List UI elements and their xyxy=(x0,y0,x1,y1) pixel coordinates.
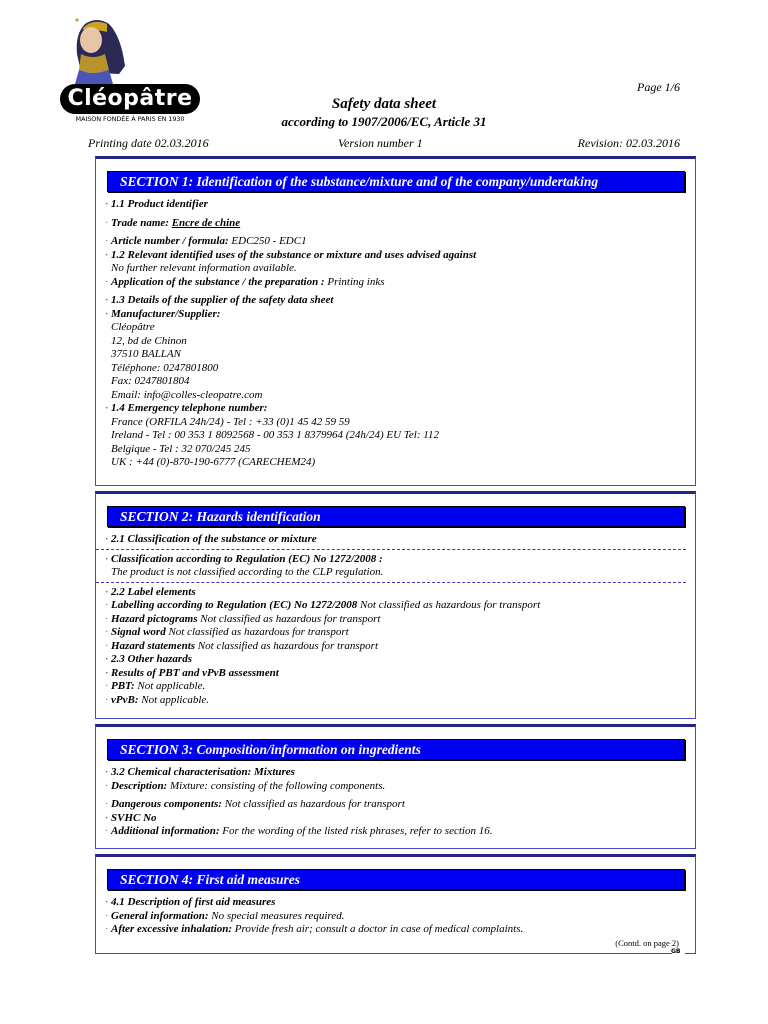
emergency-line: Belgique - Tel : 32 070/245 245 xyxy=(111,442,251,455)
emergency-line: Ireland - Tel : 00 353 1 8092568 - 00 353 1 8379964 (24h/24) EU Tel: 112 xyxy=(111,429,439,441)
continued-note: (Contd. on page 2) xyxy=(615,938,679,948)
section-1-heading: SECTION 1: Identification of the substance/mixture and of the company/undertaking xyxy=(107,171,685,192)
product-identifier: · 1.1 Product identifier xyxy=(107,198,695,212)
uses-heading: · 1.2 Relevant identified uses of the substance or mixture and uses advised against xyxy=(107,249,695,263)
version-number: Version number 1 xyxy=(338,136,423,150)
trade-name: Encre de chine xyxy=(171,216,241,229)
document-subtitle: according to 1907/2006/EC, Article 31 xyxy=(281,114,487,129)
signal-word-row: · Signal word Not classified as hazardous for transport xyxy=(107,626,695,640)
printing-date: Printing date 02.03.2016 xyxy=(88,136,209,150)
revision-date: Revision: 02.03.2016 xyxy=(577,136,680,150)
section-2 xyxy=(95,491,696,719)
article-number-row: · Article number / formula: EDC250 - EDC1 xyxy=(107,235,695,249)
section-3-heading: SECTION 3: Composition/information on ingredients xyxy=(107,739,685,760)
section-3 xyxy=(95,724,696,849)
section-4 xyxy=(95,854,696,954)
labelling-row: · Labelling according to Regulation (EC) No 1272/2008 Not classified as hazardous for transport xyxy=(107,599,695,613)
classification-text: The product is not classified according to the CLP regulation. xyxy=(111,566,384,578)
other-hazards: · 2.3 Other hazards xyxy=(107,653,695,667)
general-info-row: · General information: No special measures required. xyxy=(107,910,695,924)
trade-name-row: · Trade name: Encre de chine xyxy=(107,217,695,231)
first-aid-description: · 4.1 Description of first aid measures xyxy=(107,896,695,910)
chemical-characterisation: · 3.2 Chemical characterisation: Mixtures xyxy=(107,766,695,780)
country-code: GB xyxy=(671,948,681,955)
section-1 xyxy=(95,156,696,486)
supplier-line: 37510 BALLAN xyxy=(111,348,181,360)
uses-text: No further relevant information available. xyxy=(111,262,297,274)
supplier-line: Cléopâtre xyxy=(111,321,155,333)
vpvb-row: · vPvB: Not applicable. xyxy=(107,694,695,708)
cleopatra-figure-icon xyxy=(63,14,133,84)
classification-heading: · 2.1 Classification of the substance or mixture xyxy=(107,533,695,547)
pbt-results: · Results of PBT and vPvB assessment xyxy=(107,667,695,681)
emergency-heading: · 1.4 Emergency telephone number: xyxy=(107,402,695,416)
svhc-row: · SVHC No xyxy=(107,812,695,826)
brand-tagline: MAISON FONDÉE À PARIS EN 1930 xyxy=(75,115,185,123)
supplier-line: Fax: 0247801804 xyxy=(111,375,190,387)
dashed-divider xyxy=(96,549,686,550)
pbt-row: · PBT: Not applicable. xyxy=(107,680,695,694)
emergency-line: France (ORFILA 24h/24) - Tel : +33 (0)1 45 42 59 59 xyxy=(111,415,350,428)
additional-info-row: · Additional information: For the wording of the listed risk phrases, refer to section 16. xyxy=(107,825,695,839)
dangerous-components-row: · Dangerous components: Not classified as hazardous for transport xyxy=(107,798,695,812)
section-2-heading: SECTION 2: Hazards identification xyxy=(107,506,685,527)
supplier-line: 12, bd de Chinon xyxy=(111,334,187,347)
inhalation-row: · After excessive inhalation: Provide fresh air; consult a doctor in case of medical complaints. xyxy=(107,923,695,937)
hazard-statements-row: · Hazard statements Not classified as hazardous for transport xyxy=(107,640,695,654)
label-elements: · 2.2 Label elements xyxy=(107,586,695,600)
brand-name: Cléopâtre xyxy=(60,84,200,114)
application-row: · Application of the substance / the preparation : Printing inks xyxy=(107,276,695,290)
description-row: · Description: Mixture: consisting of the following components. xyxy=(107,780,695,794)
pictograms-row: · Hazard pictograms Not classified as hazardous for transport xyxy=(107,613,695,627)
dashed-divider xyxy=(96,582,686,583)
document-title: Safety data sheet xyxy=(331,96,437,112)
supplier-line: Téléphone: 0247801800 xyxy=(111,361,219,374)
emergency-line: UK : +44 (0)-870-190-6777 (CARECHEM24) xyxy=(111,456,316,468)
classification-regulation: · Classification according to Regulation (EC) No 1272/2008 : xyxy=(107,553,695,567)
supplier-heading: · 1.3 Details of the supplier of the safety data sheet xyxy=(107,294,695,308)
manufacturer-label: · Manufacturer/Supplier: xyxy=(107,308,695,322)
supplier-email: Email: info@colles-cleopatre.com xyxy=(111,388,263,401)
page-number: Page 1/6 xyxy=(637,80,680,94)
section-4-heading: SECTION 4: First aid measures xyxy=(107,869,685,890)
